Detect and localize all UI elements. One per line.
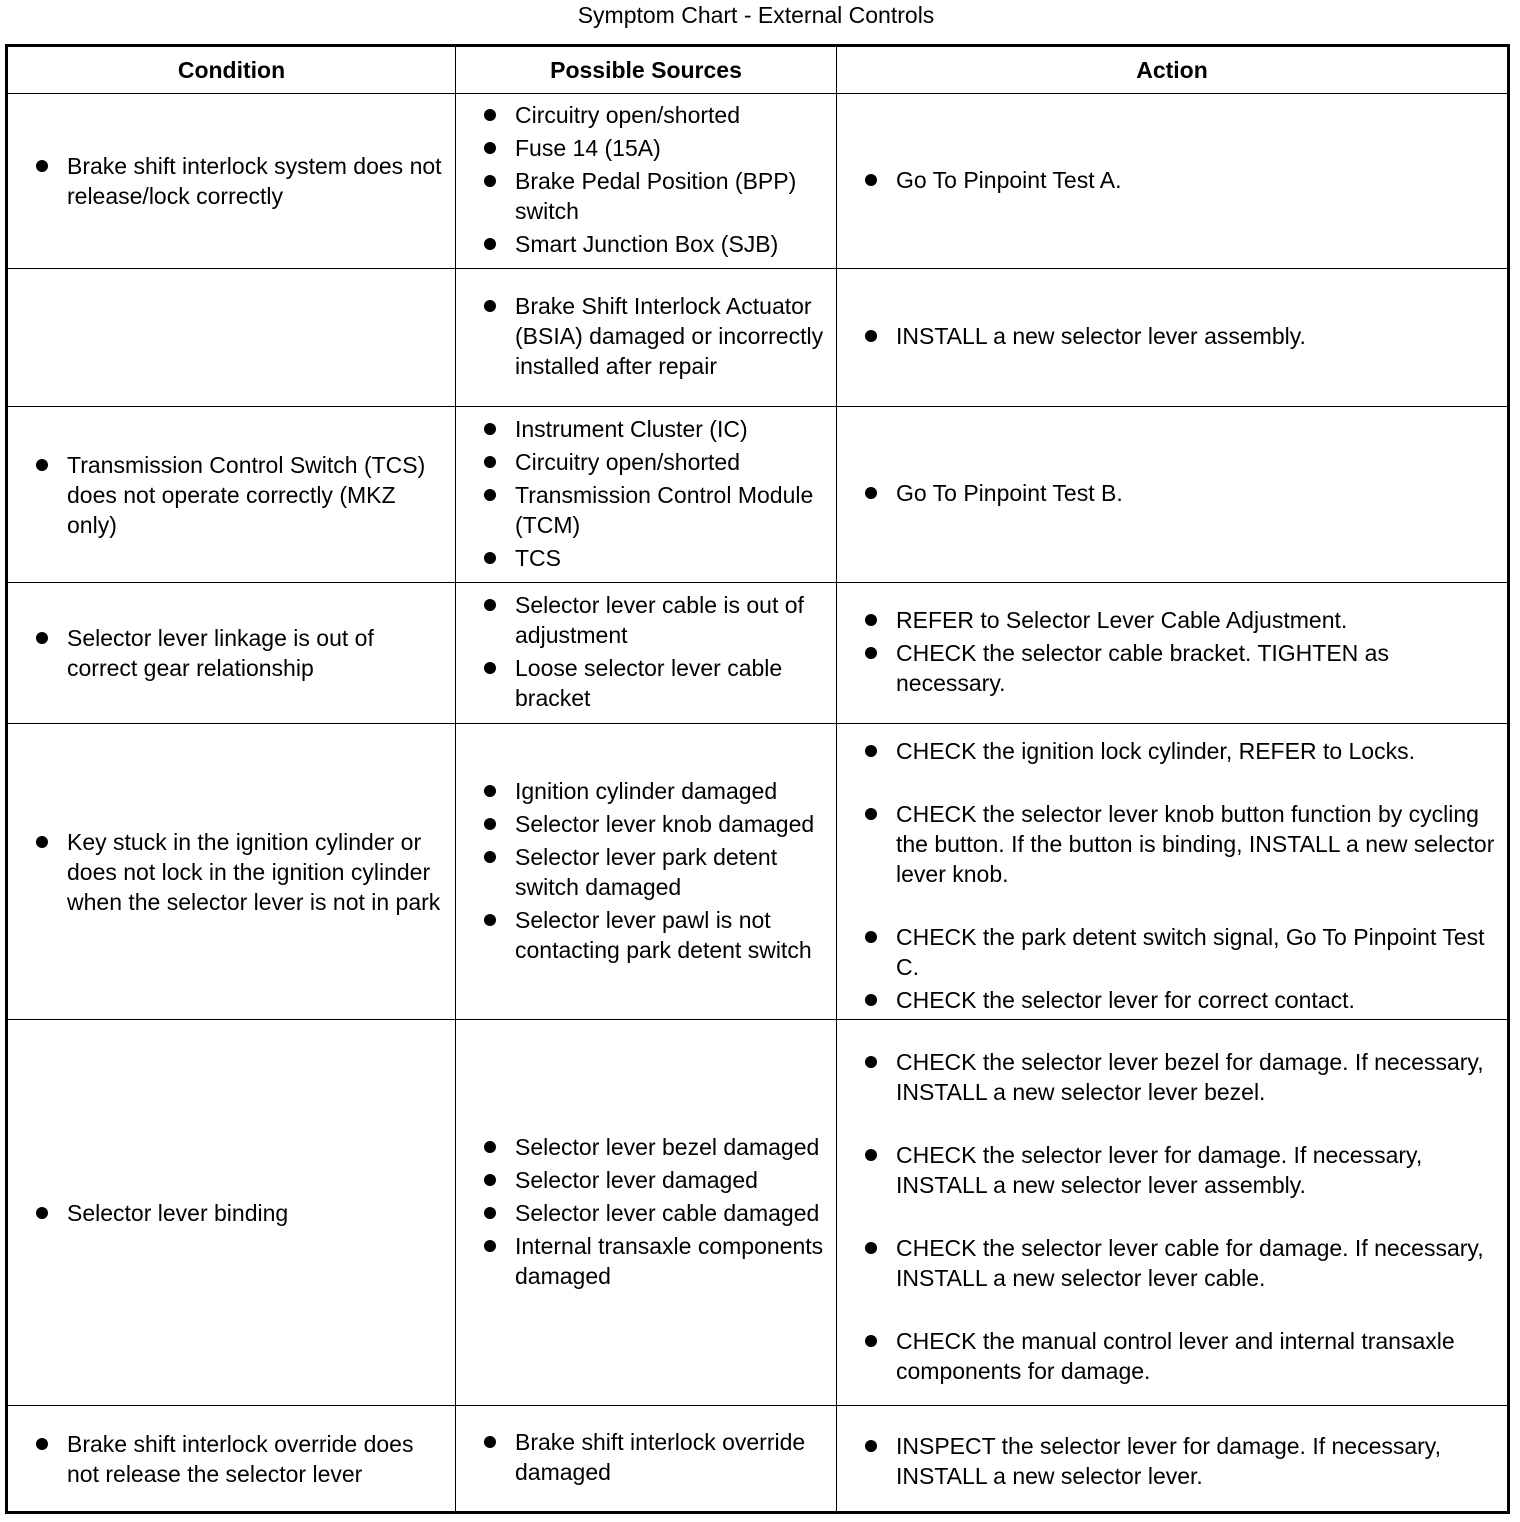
source-text: Selector lever bezel damaged: [515, 1133, 820, 1160]
action-text: INSPECT the selector lever for damage. If necessary, INSTALL a new selector lever.: [896, 1433, 1441, 1489]
source-text: Brake Pedal Position (BPP) switch: [515, 168, 797, 224]
list-item: [865, 605, 1495, 635]
list-item: [36, 1198, 447, 1228]
condition-cell: [7, 1406, 456, 1513]
list-item: [865, 638, 1495, 698]
bullet-icon: [484, 851, 496, 863]
header-row: [7, 46, 1509, 94]
action-text: CHECK the selector lever bezel for damage. If necessary, INSTALL a new selector lever bezel.: [896, 1049, 1484, 1105]
bullet-icon: [484, 238, 496, 250]
bullet-icon: [484, 914, 496, 926]
sources-cell: [456, 269, 837, 407]
bullet-icon: [484, 599, 496, 611]
condition-cell: [7, 583, 456, 724]
table-row: [7, 94, 1509, 269]
bullet-icon: [36, 1438, 48, 1450]
bullet-icon: [865, 1149, 877, 1161]
table-row: [7, 1406, 1509, 1513]
action-cell: [837, 1406, 1509, 1513]
bullet-icon: [484, 142, 496, 154]
list-item: [484, 229, 826, 259]
list-item: [484, 905, 826, 965]
source-text: Selector lever cable damaged: [515, 1199, 820, 1226]
action-cell: [837, 583, 1509, 724]
source-text: Ignition cylinder damaged: [515, 777, 778, 804]
source-text: Selector lever park detent switch damaged: [515, 843, 778, 900]
list-item: [865, 321, 1495, 351]
list-item: [484, 543, 826, 573]
table-row: [7, 583, 1509, 724]
symptom-chart-table: [5, 44, 1510, 1514]
action-text: CHECK the manual control lever and internal transaxle components for damage.: [896, 1328, 1455, 1384]
list-item: [865, 478, 1495, 508]
condition-cell: [7, 269, 456, 407]
source-text: TCS: [515, 544, 561, 571]
bullet-icon: [865, 330, 877, 342]
bullet-icon: [865, 174, 877, 186]
sources-cell: [456, 94, 837, 269]
list-item: [36, 623, 447, 683]
bullet-icon: [484, 109, 496, 121]
list-item: [484, 1198, 826, 1228]
bullet-icon: [484, 662, 496, 674]
source-text: Brake Shift Interlock Actuator (BSIA) damaged or incorrectly installed after repair: [515, 293, 824, 379]
condition-cell: [7, 94, 456, 269]
table-row: [7, 269, 1509, 407]
list-item: [484, 776, 826, 806]
source-text: Brake shift interlock override damaged: [515, 1429, 806, 1485]
bullet-icon: [36, 459, 48, 471]
table-row: [7, 1020, 1509, 1406]
list-item: [865, 1326, 1495, 1386]
condition-text: Selector lever linkage is out of correct gear relationship: [67, 625, 374, 681]
action-cell: [837, 94, 1509, 269]
action-text: REFER to Selector Lever Cable Adjustment.: [896, 607, 1348, 633]
sources-cell: [456, 1406, 837, 1513]
bullet-icon: [865, 1440, 877, 1452]
sources-cell: [456, 1020, 837, 1406]
list-item: [484, 842, 826, 902]
table-row: [7, 407, 1509, 583]
list-item: [36, 151, 447, 211]
bullet-icon: [865, 614, 877, 626]
condition-cell: [7, 1020, 456, 1406]
source-text: Selector lever knob damaged: [515, 810, 815, 837]
action-text: CHECK the selector lever cable for damage. If necessary, INSTALL a new selector lever cable.: [896, 1235, 1484, 1291]
table-row: [7, 724, 1509, 1020]
header-possible-sources: Possible Sources: [456, 46, 837, 94]
source-text: Smart Junction Box (SJB): [515, 231, 779, 257]
bullet-icon: [484, 1436, 496, 1448]
list-item: [865, 736, 1495, 766]
bullet-icon: [484, 489, 496, 501]
bullet-icon: [865, 487, 877, 499]
list-item: [36, 1429, 447, 1489]
source-text: Fuse 14 (15A): [515, 135, 661, 161]
list-item: [865, 922, 1495, 982]
action-text: CHECK the selector lever for damage. If necessary, INSTALL a new selector lever assembly.: [896, 1142, 1423, 1198]
action-cell: [837, 407, 1509, 583]
action-text: Go To Pinpoint Test B.: [896, 480, 1123, 506]
condition-text: Transmission Control Switch (TCS) does not operate correctly (MKZ only): [67, 451, 426, 538]
condition-text: Brake shift interlock override does not release the selector lever: [67, 1430, 414, 1487]
action-text: CHECK the selector lever knob button function by cycling the button. If the button is binding, INSTALL a new selector lever knob.: [896, 800, 1495, 887]
condition-text: Selector lever binding: [67, 1199, 289, 1226]
bullet-icon: [484, 175, 496, 187]
action-cell: [837, 269, 1509, 407]
bullet-icon: [484, 1141, 496, 1153]
list-item: [865, 1431, 1495, 1491]
bullet-icon: [484, 1174, 496, 1186]
list-item: [484, 166, 826, 226]
bullet-icon: [484, 785, 496, 797]
bullet-icon: [865, 808, 877, 820]
list-item: [865, 165, 1495, 195]
action-text: CHECK the park detent switch signal, Go To Pinpoint Test C.: [896, 923, 1485, 980]
bullet-icon: [36, 160, 48, 172]
list-item: [484, 809, 826, 839]
action-cell: [837, 724, 1509, 1020]
bullet-icon: [865, 994, 877, 1006]
bullet-icon: [865, 1242, 877, 1254]
action-cell: [837, 1020, 1509, 1406]
source-text: Circuitry open/shorted: [515, 448, 740, 475]
list-item: [484, 100, 826, 130]
bullet-icon: [36, 836, 48, 848]
list-item: [484, 1427, 826, 1487]
list-item: [484, 447, 826, 477]
list-item: [484, 1231, 826, 1291]
condition-text: Brake shift interlock system does not release/lock correctly: [67, 153, 442, 209]
list-item: [484, 1132, 826, 1162]
source-text: Selector lever cable is out of adjustment: [515, 592, 804, 648]
list-item: [865, 985, 1495, 1015]
list-item: [484, 291, 826, 381]
source-text: Circuitry open/shorted: [515, 102, 740, 128]
bullet-icon: [484, 423, 496, 435]
source-text: Loose selector lever cable bracket: [515, 655, 783, 711]
bullet-icon: [484, 456, 496, 468]
header-action: Action: [837, 46, 1509, 94]
source-text: Internal transaxle components damaged: [515, 1232, 824, 1289]
list-item: [484, 480, 826, 540]
bullet-icon: [36, 1207, 48, 1219]
bullet-icon: [865, 1335, 877, 1347]
action-text: CHECK the ignition lock cylinder, REFER to Locks.: [896, 737, 1415, 764]
bullet-icon: [865, 647, 877, 659]
source-text: Selector lever pawl is not contacting park detent switch: [515, 906, 812, 963]
list-item: [865, 1047, 1495, 1107]
list-item: [865, 799, 1495, 889]
list-item: [865, 1140, 1495, 1200]
bullet-icon: [484, 552, 496, 564]
condition-cell: [7, 724, 456, 1020]
bullet-icon: [484, 1240, 496, 1252]
action-text: Go To Pinpoint Test A.: [896, 166, 1122, 193]
action-text: CHECK the selector cable bracket. TIGHTEN as necessary.: [896, 640, 1389, 696]
list-item: [484, 414, 826, 444]
action-text: CHECK the selector lever for correct contact.: [896, 986, 1355, 1013]
list-item: [36, 827, 447, 917]
bullet-icon: [36, 632, 48, 644]
list-item: [484, 133, 826, 163]
source-text: Transmission Control Module (TCM): [515, 481, 814, 538]
sources-cell: [456, 583, 837, 724]
condition-text: Key stuck in the ignition cylinder or does not lock in the ignition cylinder when the selector lever is not in park: [67, 828, 441, 915]
bullet-icon: [865, 931, 877, 943]
source-text: Instrument Cluster (IC): [515, 415, 748, 442]
bullet-icon: [865, 745, 877, 757]
list-item: [484, 653, 826, 713]
list-item: [36, 450, 447, 540]
list-item: [484, 590, 826, 650]
bullet-icon: [484, 1207, 496, 1219]
chart-title: Symptom Chart - External Controls: [577, 2, 935, 28]
condition-cell: [7, 407, 456, 583]
sources-cell: [456, 724, 837, 1020]
source-text: Selector lever damaged: [515, 1166, 758, 1193]
list-item: [484, 1165, 826, 1195]
action-text: INSTALL a new selector lever assembly.: [896, 323, 1306, 349]
header-condition: Condition: [7, 46, 456, 94]
bullet-icon: [484, 300, 496, 312]
bullet-icon: [865, 1056, 877, 1068]
bullet-icon: [484, 818, 496, 830]
sources-cell: [456, 407, 837, 583]
list-item: [865, 1233, 1495, 1293]
